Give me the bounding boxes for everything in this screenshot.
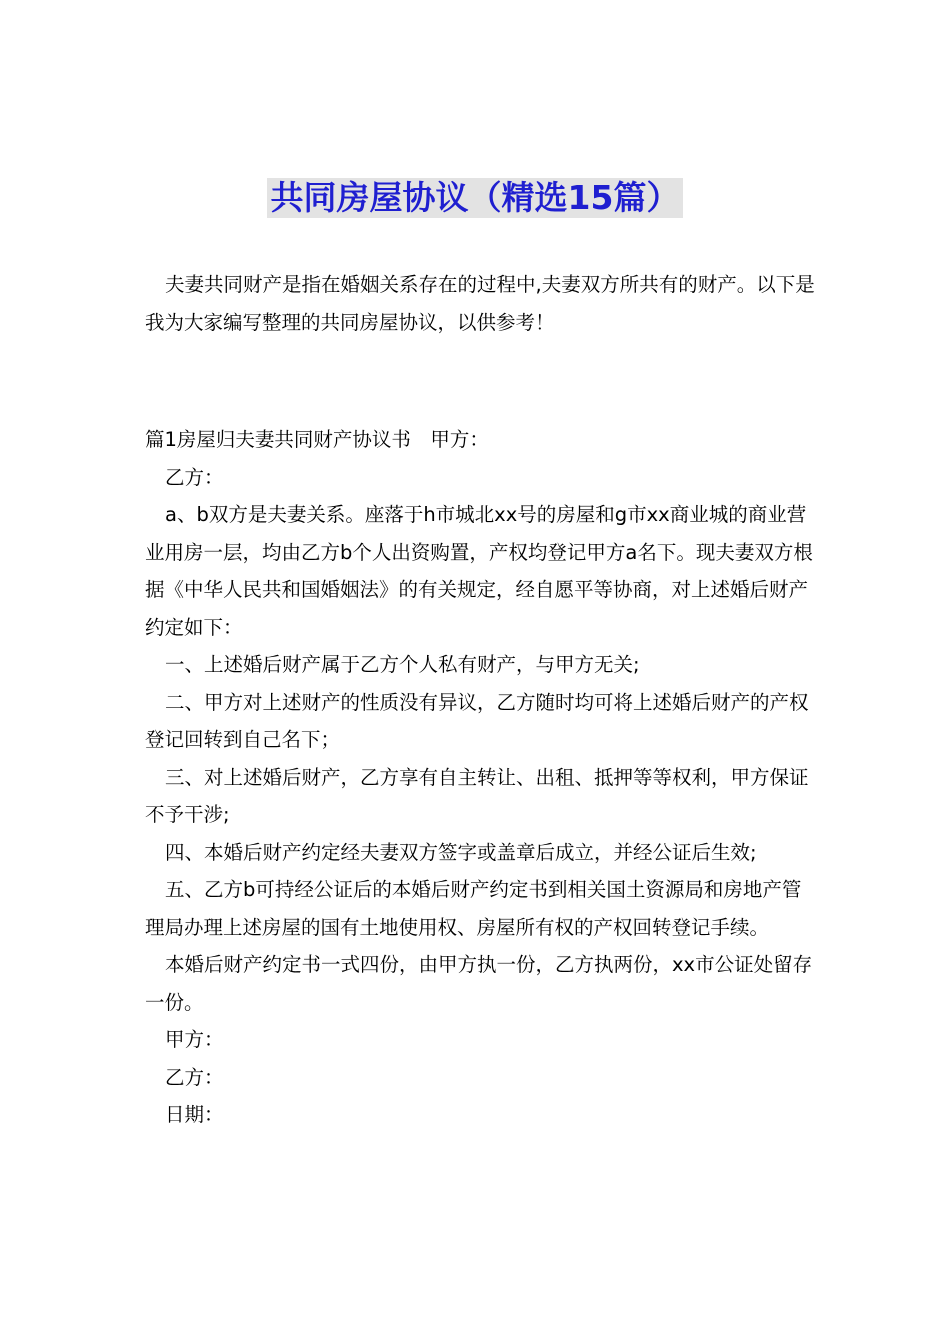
clause-3: 三、对上述婚后财产，乙方享有自主转让、出租、抵押等等权利，甲方保证不予干涉; — [145, 765, 809, 826]
intro-paragraph: 夫妻共同财产是指在婚姻关系存在的过程中,夫妻双方所共有的财产。以下是我为大家编写整理的共同房屋协议，以供参考！ — [145, 273, 815, 334]
copies-paragraph: 本婚后财产约定书一式四份，由甲方执一份，乙方执两份，xx市公证处留存一份。 — [145, 953, 813, 1014]
clause-1: 一、上述婚后财产属于乙方个人私有财产，与甲方无关; — [165, 653, 640, 676]
signature-date: 日期： — [165, 1103, 224, 1126]
document-body — [145, 266, 815, 1134]
document-title: 共同房屋协议（精选15篇） — [267, 178, 684, 218]
party-b-line: 乙方： — [165, 465, 224, 489]
section-heading: 篇1房屋归夫妻共同财产协议书 甲方： — [145, 428, 489, 451]
clause-2: 二、甲方对上述财产的性质没有异议，乙方随时均可将上述婚后财产的产权登记回转到自己名下； — [145, 690, 809, 751]
clause-5: 五、乙方b可持经公证后的本婚后财产约定书到相关国土资源局和房地产管理局办理上述房屋的国有土地使用权、房屋所有权的产权回转登记手续。 — [145, 878, 802, 939]
agreement-paragraph: a、b双方是夫妻关系。座落于h市城北xx号的房屋和g市xx商业城的商业营业用房一层，均由乙方b个人出资购置，产权均登记甲方a名下。现夫妻双方根据《中华人民共和国婚姻法》的有关规定，经自愿平等协商，对上述婚后财产约定如下： — [145, 503, 813, 639]
signature-party-b: 乙方： — [165, 1065, 224, 1089]
signature-party-a: 甲方： — [165, 1028, 224, 1051]
spacer — [145, 341, 815, 421]
title-wrap — [0, 178, 950, 218]
clause-4: 四、本婚后财产约定经夫妻双方签字或盖章后成立，并经公证后生效; — [165, 840, 757, 864]
